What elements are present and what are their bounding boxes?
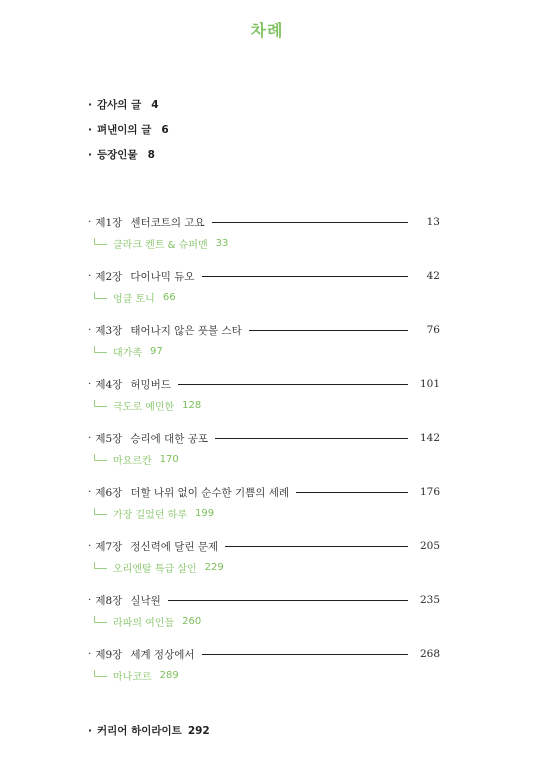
bullet: · [88,724,92,737]
chapter-line[interactable] [88,373,440,395]
chapter-title: 다이나믹 듀오 [130,270,195,283]
subsection-page: 66 [162,291,176,303]
chapter-number: 제8장 [95,594,123,607]
branch-connector [94,670,107,677]
subsection-page: 97 [149,345,163,357]
entry-page: 292 [187,724,210,737]
chapter-page: 142 [419,432,440,444]
chapter-line[interactable] [88,265,440,287]
chapter-line[interactable] [88,427,440,449]
branch-connector [94,346,107,353]
subsection-line[interactable] [88,611,440,631]
chapter-page: 13 [426,216,440,228]
chapter-entry [88,643,440,697]
bullet: · [88,594,92,606]
chapter-number: 제6장 [95,486,123,499]
chapter-page: 176 [419,486,440,498]
branch-connector [94,238,107,245]
chapter-entry [88,319,440,373]
subsection-line[interactable] [88,449,440,469]
leader-line [168,600,408,601]
subsection-page: 33 [215,237,229,249]
entry-label: 펴낸이의 글 [97,124,152,136]
chapter-page: 76 [426,324,440,336]
branch-connector [94,292,107,299]
subsection-page: 260 [182,615,202,627]
entry-page: 4 [151,98,159,111]
chapter-title: 세계 정상에서 [130,648,195,661]
branch-connector [94,508,107,515]
subsection-title: 엉클 토니 [113,293,155,305]
chapter-title: 센터코트의 고요 [130,216,205,229]
subsection-page: 229 [204,561,224,573]
leader-line [202,654,408,655]
subsection-line[interactable] [88,557,440,577]
chapter-title: 실낙원 [130,594,161,607]
toc-entry-characters[interactable] [88,142,169,167]
bullet: · [88,486,92,498]
page-title: 차례 [250,21,284,40]
chapter-number: 제1장 [95,216,123,229]
subsection-line[interactable] [88,341,440,361]
chapter-number: 제4장 [95,378,123,391]
subsection-line[interactable] [88,503,440,523]
chapter-entry [88,373,440,427]
bullet: · [88,216,92,228]
chapter-title: 정신력에 달린 문제 [130,540,219,553]
chapter-page: 205 [419,540,440,552]
toc-entry-career-highlights[interactable] [88,723,210,738]
toc-entry-acknowledgements[interactable] [88,92,169,117]
subsection-title: 가장 길었던 하루 [113,509,187,521]
leader-line [296,492,408,493]
chapter-entry [88,265,440,319]
entry-label: 감사의 글 [97,99,142,111]
chapter-number: 제3장 [95,324,123,337]
subsection-page: 128 [182,399,202,411]
leader-line [178,384,408,385]
subsection-title: 라파의 여인들 [113,617,175,629]
front-matter-list [88,92,169,167]
bullet: · [88,148,92,161]
chapter-title: 허밍버드 [130,378,171,391]
subsection-line[interactable] [88,287,440,307]
chapter-entry [88,589,440,643]
subsection-title: 오리엔탈 특급 살인 [113,563,197,575]
subsection-title: 대가족 [113,347,142,359]
chapter-page: 101 [419,378,440,390]
chapter-line[interactable] [88,535,440,557]
subsection-page: 199 [194,507,215,519]
bullet: · [88,432,92,444]
chapter-number: 제5장 [95,432,123,445]
branch-connector [94,454,107,461]
subsection-title: 마요르칸 [113,455,152,467]
subsection-title: 극도로 예민한 [113,401,175,413]
bullet: · [88,324,92,336]
chapter-title: 승리에 대한 공포 [130,432,208,445]
chapter-entry [88,211,440,265]
chapter-entry [88,481,440,535]
branch-connector [94,400,107,407]
entry-page: 8 [147,148,155,161]
leader-line [215,438,408,439]
subsection-line[interactable] [88,233,440,253]
chapter-number: 제7장 [95,540,123,553]
leader-line [225,546,408,547]
leader-line [212,222,408,223]
chapter-entry [88,535,440,589]
branch-connector [94,562,107,569]
leader-line [249,330,408,331]
entry-label: 커리어 하이라이트 [97,725,182,737]
chapter-line[interactable] [88,319,440,341]
subsection-page: 289 [159,669,179,681]
bullet: · [88,540,92,552]
bullet: · [88,648,92,660]
bullet: · [88,270,92,282]
branch-connector [94,616,107,623]
chapter-line[interactable] [88,589,440,611]
chapter-number: 제9장 [95,648,123,661]
chapter-list [88,211,440,697]
bullet: · [88,98,92,111]
chapter-line[interactable] [88,643,440,665]
subsection-line[interactable] [88,665,440,685]
leader-line [202,276,408,277]
entry-label: 등장인물 [97,149,138,161]
subsection-page: 170 [159,453,179,465]
subsection-line[interactable] [88,395,440,415]
subsection-title: 마나코르 [113,671,152,683]
chapter-number: 제2장 [95,270,123,283]
chapter-line[interactable] [88,481,440,503]
chapter-title: 태어나지 않은 풋볼 스타 [130,324,242,337]
entry-page: 6 [161,123,169,136]
chapter-page: 235 [419,594,440,606]
bullet: · [88,123,92,136]
toc-entry-publisher-note[interactable] [88,117,169,142]
chapter-page: 268 [419,648,440,660]
chapter-line[interactable] [88,211,440,233]
chapter-entry [88,427,440,481]
bullet: · [88,378,92,390]
chapter-page: 42 [426,270,440,282]
chapter-title: 더할 나위 없이 순수한 기쁨의 세례 [130,486,290,499]
subsection-title: 클라크 켄트 & 슈퍼맨 [113,239,208,251]
